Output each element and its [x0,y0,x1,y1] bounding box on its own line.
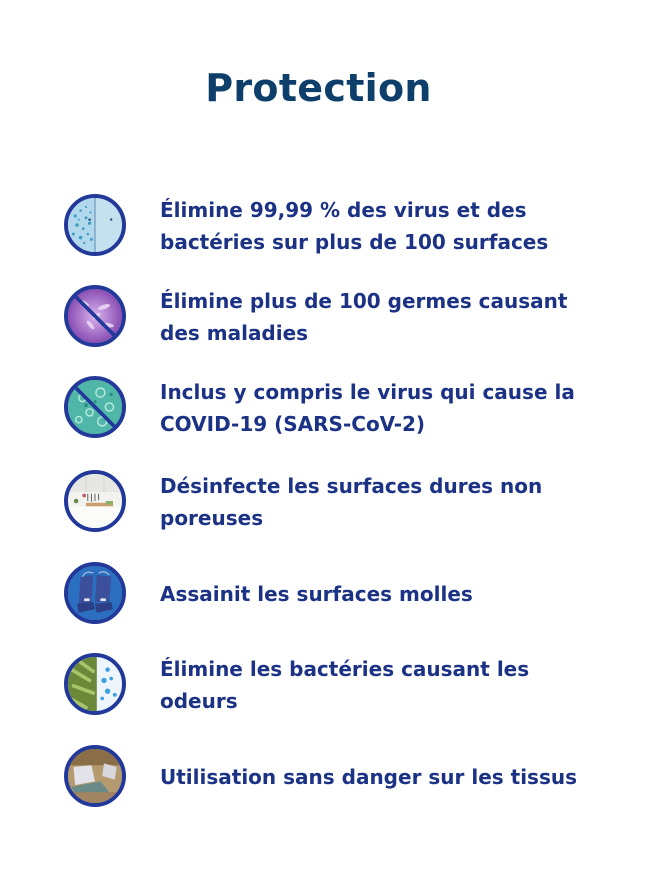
feature-text-line: Inclus y compris le virus qui cause la [160,380,575,404]
feature-text-line: Élimine plus de 100 germes causant [160,289,568,313]
no-virus-green-icon [64,376,126,438]
feature-item-7 [64,745,584,809]
feature-text-line: Désinfecte les surfaces dures non [160,474,543,498]
feature-text [160,761,580,793]
fabric-couch-icon [64,745,126,807]
feature-item-6 [64,653,584,717]
kitchen-surface-icon [64,470,126,532]
feature-text-line: Élimine les bactéries causant les [160,657,530,681]
feature-text-line: poreuses [160,506,264,530]
feature-text-line: odeurs [160,689,238,713]
feature-text [160,470,580,534]
page-title-text: Protection [205,66,432,110]
feature-text-line: des maladies [160,321,309,345]
feature-item-5 [64,562,584,626]
fabric-seats-icon [64,562,126,624]
page-title [0,66,645,110]
feature-text [160,578,580,610]
feature-text-line: Utilisation sans danger sur les tissus [160,765,578,789]
petri-dish-icon [64,194,126,256]
feature-item-1 [64,194,584,258]
odor-bacteria-icon [64,653,126,715]
feature-item-4 [64,470,584,534]
feature-text-line: bactéries sur plus de 100 surfaces [160,230,549,254]
feature-text-line: COVID-19 (SARS-CoV-2) [160,412,426,436]
feature-text-line: Élimine 99,99 % des virus et des [160,198,527,222]
feature-item-2 [64,285,584,349]
feature-text [160,285,580,349]
no-germs-purple-icon [64,285,126,347]
feature-text [160,653,580,717]
feature-text [160,194,580,258]
feature-text [160,376,580,440]
feature-item-3 [64,376,584,440]
feature-text-line: Assainit les surfaces molles [160,582,473,606]
